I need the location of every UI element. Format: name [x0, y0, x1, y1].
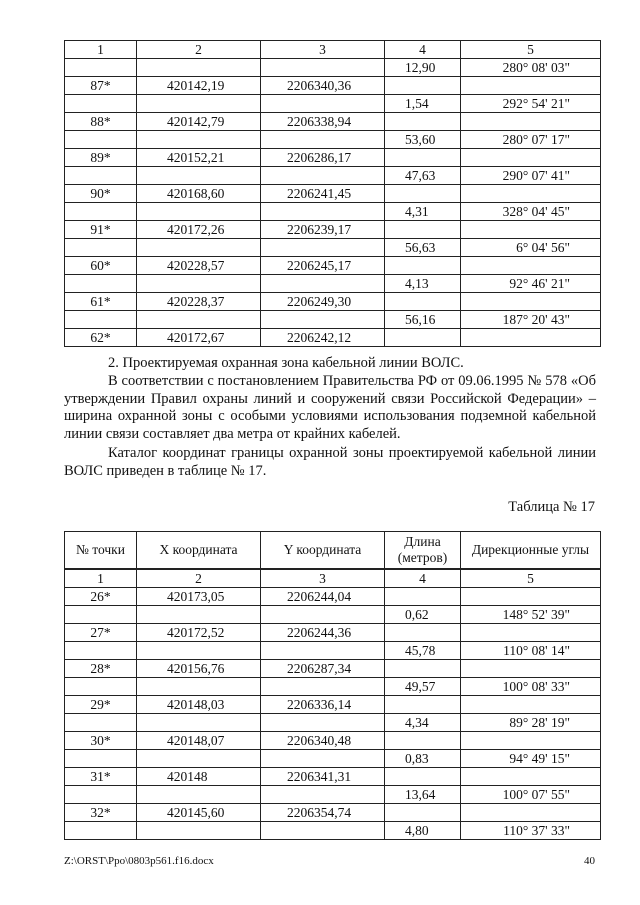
footer-file-path: Z:\ORST\Ppo\0803p561.f16.docx [64, 855, 214, 867]
length-cell [385, 696, 461, 714]
y-coordinate-cell: 2206244,04 [261, 588, 385, 606]
x-coordinate-cell [137, 606, 261, 624]
angle-cell [461, 257, 601, 275]
angle-cell [461, 624, 601, 642]
x-coordinate-cell [137, 642, 261, 660]
table-row [65, 149, 601, 167]
length-cell [385, 732, 461, 750]
column-number-cell: 3 [261, 41, 385, 59]
point-cell: 62* [65, 329, 137, 347]
length-cell [385, 768, 461, 786]
x-coordinate-cell: 420148,03 [137, 696, 261, 714]
point-cell [65, 606, 137, 624]
table-row [65, 275, 601, 293]
angle-cell: 290° 07' 41" [461, 167, 601, 185]
length-cell: 53,60 [385, 131, 461, 149]
angle-cell [461, 149, 601, 167]
point-cell: 29* [65, 696, 137, 714]
coordinates-table-16 [64, 40, 601, 347]
x-coordinate-cell [137, 714, 261, 732]
section-heading [64, 355, 596, 373]
table-row [65, 804, 601, 822]
point-cell: 60* [65, 257, 137, 275]
y-coordinate-cell: 2206338,94 [261, 113, 385, 131]
length-cell [385, 588, 461, 606]
point-cell [65, 750, 137, 768]
header-cell: Длина (метров) [385, 532, 461, 570]
table-row [65, 786, 601, 804]
x-coordinate-cell [137, 59, 261, 77]
table-row [65, 185, 601, 203]
length-cell [385, 624, 461, 642]
point-cell [65, 786, 137, 804]
point-cell [65, 678, 137, 696]
header-cell: Дирекционные углы [461, 532, 601, 570]
angle-cell [461, 329, 601, 347]
x-coordinate-cell: 420173,05 [137, 588, 261, 606]
length-cell [385, 804, 461, 822]
x-coordinate-cell: 420142,19 [137, 77, 261, 95]
angle-cell: 110° 08' 14" [461, 642, 601, 660]
table-row [65, 642, 601, 660]
point-cell: 87* [65, 77, 137, 95]
y-coordinate-cell: 2206354,74 [261, 804, 385, 822]
point-cell: 90* [65, 185, 137, 203]
point-cell: 91* [65, 221, 137, 239]
table-row [65, 59, 601, 77]
table-16-body [65, 41, 601, 347]
y-coordinate-cell: 2206340,48 [261, 732, 385, 750]
header-cell: № точки [65, 532, 137, 570]
y-coordinate-cell [261, 678, 385, 696]
x-coordinate-cell [137, 822, 261, 840]
length-cell [385, 293, 461, 311]
x-coordinate-cell [137, 131, 261, 149]
y-coordinate-cell: 2206244,36 [261, 624, 385, 642]
y-coordinate-cell [261, 786, 385, 804]
x-coordinate-cell: 420228,57 [137, 257, 261, 275]
x-coordinate-cell: 420168,60 [137, 185, 261, 203]
point-cell: 26* [65, 588, 137, 606]
x-coordinate-cell [137, 275, 261, 293]
table-row [65, 293, 601, 311]
length-cell [385, 77, 461, 95]
point-cell: 30* [65, 732, 137, 750]
column-number-cell: 4 [385, 569, 461, 588]
length-cell: 0,62 [385, 606, 461, 624]
angle-cell [461, 768, 601, 786]
table-header-row [65, 532, 601, 570]
x-coordinate-cell: 420156,76 [137, 660, 261, 678]
y-coordinate-cell [261, 750, 385, 768]
table-row [65, 257, 601, 275]
column-number-cell: 5 [461, 569, 601, 588]
x-coordinate-cell [137, 203, 261, 221]
angle-cell [461, 113, 601, 131]
angle-cell: 94° 49' 15" [461, 750, 601, 768]
header-cell: Y координата [261, 532, 385, 570]
length-cell [385, 113, 461, 131]
y-coordinate-cell [261, 642, 385, 660]
length-cell: 12,90 [385, 59, 461, 77]
angle-cell: 6° 04' 56" [461, 239, 601, 257]
table-row [65, 750, 601, 768]
y-coordinate-cell [261, 59, 385, 77]
table-17-body [65, 532, 601, 840]
table-row [65, 203, 601, 221]
table-row [65, 696, 601, 714]
table-row [65, 822, 601, 840]
table-row [65, 239, 601, 257]
column-number-cell: 2 [137, 569, 261, 588]
point-cell [65, 275, 137, 293]
x-coordinate-cell: 420142,79 [137, 113, 261, 131]
angle-cell: 328° 04' 45" [461, 203, 601, 221]
y-coordinate-cell [261, 714, 385, 732]
length-cell: 1,54 [385, 95, 461, 113]
point-cell: 27* [65, 624, 137, 642]
coordinates-table-17 [64, 531, 601, 840]
length-cell: 0,83 [385, 750, 461, 768]
point-cell: 31* [65, 768, 137, 786]
table-row [65, 167, 601, 185]
length-cell: 4,13 [385, 275, 461, 293]
angle-cell: 187° 20' 43" [461, 311, 601, 329]
y-coordinate-cell [261, 275, 385, 293]
angle-cell [461, 588, 601, 606]
point-cell [65, 239, 137, 257]
length-cell: 4,34 [385, 714, 461, 732]
y-coordinate-cell [261, 203, 385, 221]
column-number-cell: 1 [65, 41, 137, 59]
x-coordinate-cell: 420145,60 [137, 804, 261, 822]
column-number-cell: 3 [261, 569, 385, 588]
angle-cell: 100° 08' 33" [461, 678, 601, 696]
x-coordinate-cell [137, 167, 261, 185]
angle-cell: 148° 52' 39" [461, 606, 601, 624]
point-cell: 32* [65, 804, 137, 822]
angle-cell [461, 732, 601, 750]
y-coordinate-cell [261, 311, 385, 329]
y-coordinate-cell: 2206239,17 [261, 221, 385, 239]
table-row [65, 606, 601, 624]
y-coordinate-cell: 2206245,17 [261, 257, 385, 275]
point-cell [65, 167, 137, 185]
length-cell [385, 329, 461, 347]
catalog-paragraph [64, 445, 596, 480]
length-cell: 13,64 [385, 786, 461, 804]
y-coordinate-cell: 2206241,45 [261, 185, 385, 203]
x-coordinate-cell [137, 311, 261, 329]
angle-cell: 92° 46' 21" [461, 275, 601, 293]
y-coordinate-cell: 2206242,12 [261, 329, 385, 347]
length-cell: 49,57 [385, 678, 461, 696]
table-row [65, 131, 601, 149]
angle-cell: 110° 37' 33" [461, 822, 601, 840]
y-coordinate-cell [261, 606, 385, 624]
table-row [65, 311, 601, 329]
section-body-text: В соответствии с постановлением Правительства РФ от 09.06.1995 № 578 «Об утверждении Правил охраны линий и сооружений связи Российской Федерации» – ширина охранной зоны с особыми условиями использования подземной кабельной линии связи составляет два метра от крайних кабелей. [64, 373, 596, 442]
angle-cell [461, 221, 601, 239]
y-coordinate-cell [261, 167, 385, 185]
y-coordinate-cell: 2206336,14 [261, 696, 385, 714]
x-coordinate-cell [137, 786, 261, 804]
length-cell [385, 185, 461, 203]
table-row [65, 624, 601, 642]
point-cell [65, 131, 137, 149]
point-cell [65, 714, 137, 732]
length-cell: 4,31 [385, 203, 461, 221]
angle-cell [461, 185, 601, 203]
point-cell [65, 311, 137, 329]
catalog-text: Каталог координат границы охранной зоны проектируемой кабельной линии ВОЛС приведен в таблице № 17. [64, 445, 596, 479]
y-coordinate-cell: 2206341,31 [261, 768, 385, 786]
y-coordinate-cell [261, 95, 385, 113]
y-coordinate-cell: 2206340,36 [261, 77, 385, 95]
angle-cell [461, 293, 601, 311]
table-row [65, 113, 601, 131]
table-row [65, 77, 601, 95]
table-row [65, 588, 601, 606]
angle-cell: 280° 07' 17" [461, 131, 601, 149]
table-row [65, 732, 601, 750]
point-cell [65, 642, 137, 660]
table-row [65, 678, 601, 696]
column-number-cell: 5 [461, 41, 601, 59]
x-coordinate-cell: 420228,37 [137, 293, 261, 311]
x-coordinate-cell: 420172,67 [137, 329, 261, 347]
point-cell [65, 95, 137, 113]
column-number-cell: 2 [137, 41, 261, 59]
table-row [65, 221, 601, 239]
angle-cell: 89° 28' 19" [461, 714, 601, 732]
point-cell: 28* [65, 660, 137, 678]
point-cell [65, 203, 137, 221]
point-cell: 61* [65, 293, 137, 311]
y-coordinate-cell: 2206249,30 [261, 293, 385, 311]
angle-cell: 100° 07' 55" [461, 786, 601, 804]
point-cell: 89* [65, 149, 137, 167]
footer-page-number: 40 [584, 855, 595, 867]
x-coordinate-cell: 420148 [137, 768, 261, 786]
length-cell [385, 149, 461, 167]
x-coordinate-cell [137, 678, 261, 696]
y-coordinate-cell: 2206286,17 [261, 149, 385, 167]
length-cell: 56,63 [385, 239, 461, 257]
x-coordinate-cell: 420148,07 [137, 732, 261, 750]
column-number-row [65, 41, 601, 59]
x-coordinate-cell: 420172,26 [137, 221, 261, 239]
length-cell [385, 257, 461, 275]
angle-cell [461, 696, 601, 714]
length-cell [385, 660, 461, 678]
header-cell: X координата [137, 532, 261, 570]
x-coordinate-cell: 420152,21 [137, 149, 261, 167]
length-cell: 47,63 [385, 167, 461, 185]
point-cell [65, 822, 137, 840]
length-cell: 4,80 [385, 822, 461, 840]
table-17-label: Таблица № 17 [508, 499, 595, 515]
section-body [64, 373, 596, 443]
angle-cell [461, 804, 601, 822]
section-heading-text: 2. Проектируемая охранная зона кабельной линии ВОЛС. [108, 355, 464, 371]
table-row [65, 329, 601, 347]
point-cell [65, 59, 137, 77]
column-number-cell: 4 [385, 41, 461, 59]
table-row [65, 714, 601, 732]
y-coordinate-cell [261, 131, 385, 149]
length-cell [385, 221, 461, 239]
x-coordinate-cell: 420172,52 [137, 624, 261, 642]
length-cell: 56,16 [385, 311, 461, 329]
point-cell: 88* [65, 113, 137, 131]
angle-cell: 292° 54' 21" [461, 95, 601, 113]
x-coordinate-cell [137, 750, 261, 768]
y-coordinate-cell [261, 239, 385, 257]
table-row [65, 660, 601, 678]
length-cell: 45,78 [385, 642, 461, 660]
table-row [65, 768, 601, 786]
angle-cell: 280° 08' 03" [461, 59, 601, 77]
angle-cell [461, 77, 601, 95]
table-row [65, 95, 601, 113]
y-coordinate-cell: 2206287,34 [261, 660, 385, 678]
x-coordinate-cell [137, 239, 261, 257]
column-number-cell: 1 [65, 569, 137, 588]
y-coordinate-cell [261, 822, 385, 840]
angle-cell [461, 660, 601, 678]
x-coordinate-cell [137, 95, 261, 113]
column-number-row [65, 569, 601, 588]
